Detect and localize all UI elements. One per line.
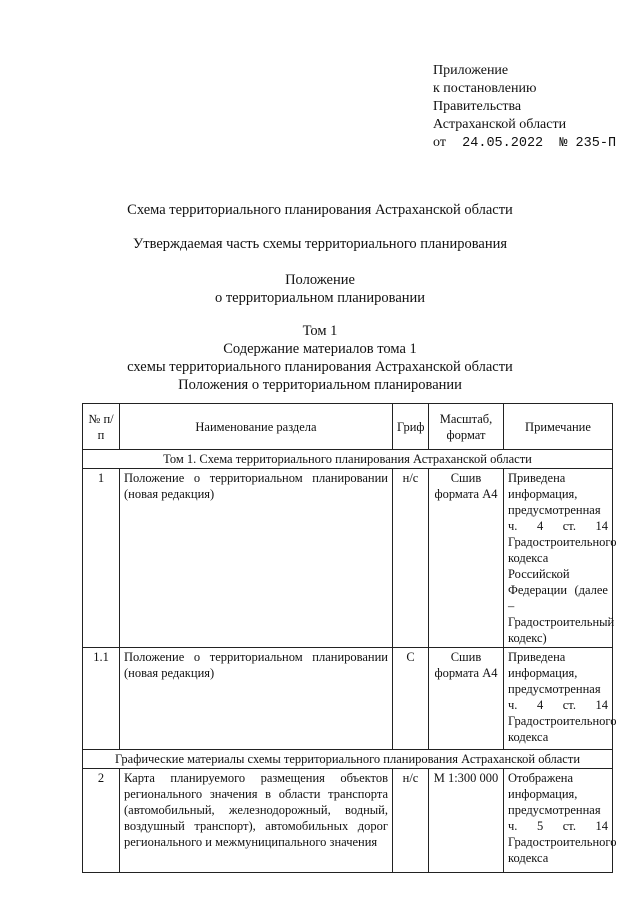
table-header-row xyxy=(83,404,613,450)
row-scale: М 1:300 000 xyxy=(429,769,504,873)
approval-date-line xyxy=(433,134,616,153)
approval-line-3: Правительства xyxy=(433,99,522,114)
provision-title-block xyxy=(0,271,640,307)
row-name: Положение о территориальном планировании (новая редакция) xyxy=(120,648,393,750)
row-num: 1 xyxy=(83,469,120,648)
approval-line-4: Астраханской области xyxy=(433,117,567,132)
table-row xyxy=(83,648,613,750)
table-row xyxy=(83,469,613,648)
volume-heading-block xyxy=(0,322,640,394)
row-grif: н/с xyxy=(393,769,429,873)
row-note: Отображена информация, предусмотренная ч. 5 ст. 14 Градостроительного кодекса xyxy=(504,769,613,873)
row-num: 2 xyxy=(83,769,120,873)
contents-line-2: схемы территориального планирования Астраханской области xyxy=(127,359,513,375)
volume-title: Том 1 xyxy=(302,323,338,339)
contents-line-3: Положения о территориальном планировании xyxy=(178,377,462,393)
header-num: № п/п xyxy=(83,404,120,450)
decree-number: № 235-П xyxy=(559,136,617,151)
row-name: Положение о территориальном планировании (новая редакция) xyxy=(120,469,393,648)
approval-line-1: Приложение xyxy=(433,63,509,78)
scheme-title: Схема территориального планирования Астраханской области xyxy=(127,202,513,218)
row-num: 1.1 xyxy=(83,648,120,750)
provision-subtitle: о территориальном планировании xyxy=(214,290,426,306)
header-scale: Масштаб, формат xyxy=(429,404,504,450)
contents-line-1: Содержание материалов тома 1 xyxy=(223,341,417,357)
provision-title: Положение xyxy=(285,272,355,288)
table-row xyxy=(83,769,613,873)
approval-block xyxy=(433,62,616,153)
decree-date: 24.05.2022 xyxy=(462,136,544,151)
row-scale: Сшив формата А4 xyxy=(429,469,504,648)
row-grif: С xyxy=(393,648,429,750)
section-row xyxy=(83,750,613,769)
section-title-volume-1: Том 1. Схема территориального планирования Астраханской области xyxy=(83,450,613,469)
row-grif: н/с xyxy=(393,469,429,648)
section-row xyxy=(83,450,613,469)
row-scale: Сшив формата А4 xyxy=(429,648,504,750)
contents-table xyxy=(82,403,617,873)
header-grif: Гриф xyxy=(393,404,429,450)
row-note: Приведена информация, предусмотренная ч. 4 ст. 14 Градостроительного кодекса Российской Федерации (далее – Градостроительный кодекс) xyxy=(504,469,613,648)
approved-part-title: Утверждаемая часть схемы территориального планирования xyxy=(132,236,508,252)
row-note: Приведена информация, предусмотренная ч. 4 ст. 14 Градостроительного кодекса xyxy=(504,648,613,750)
header-note: Примечание xyxy=(504,404,613,450)
header-name: Наименование раздела xyxy=(120,404,393,450)
section-title-graphics: Графические материалы схемы территориального планирования Астраханской области xyxy=(83,750,613,769)
approval-line-2: к постановлению xyxy=(433,81,537,96)
date-prefix: от xyxy=(433,135,446,150)
row-name: Карта планируемого размещения объектов регионального значения в области транспорта (автомобильный, железнодорожный, водный, воздушный транспорт), автомобильных дорог регионального и межмуниципального значения xyxy=(120,769,393,873)
